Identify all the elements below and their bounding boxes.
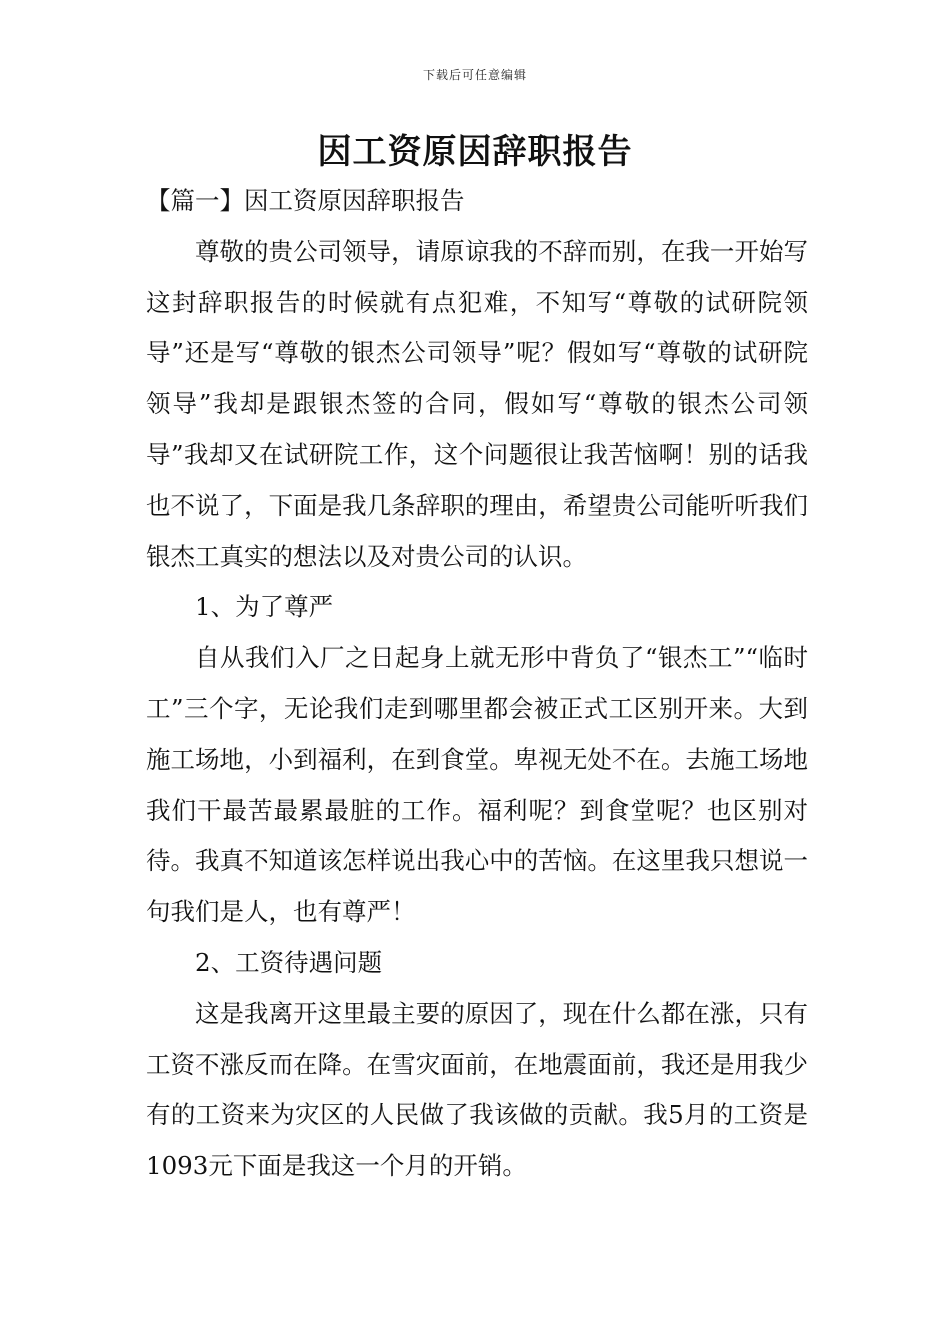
document-body xyxy=(146,176,808,1192)
point2-heading: 2、工资待遇问题 xyxy=(195,947,383,977)
point1-paragraph: 自从我们入厂之日起身上就无形中背负了“银杰工”“临时工”三个字，无论我们走到哪里都会被正式工区别开来。大到施工场地，小到福利，在到食堂。卑视无处不在。去施工场地我们干最苦最累最脏的工作。福利呢？到食堂呢？也区别对待。我真不知道该怎样说出我心中的苦恼。在这里我只想说一句我们是人，也有尊严！ xyxy=(146,643,808,927)
point2-paragraph: 这是我离开这里最主要的原因了，现在什么都在涨，只有工资不涨反而在降。在雪灾面前，在地震面前，我还是用我少有的工资来为灾区的人民做了我该做的贡献。我5月的工资是1093元下面是我这一个月的开销。 xyxy=(146,998,808,1181)
header-note: 下载后可任意编辑 xyxy=(422,68,527,82)
document-title: 因工资原因辞职报告 xyxy=(317,132,633,172)
section-heading: 【篇一】因工资原因辞职报告 xyxy=(146,186,465,215)
point1-heading: 1、为了尊严 xyxy=(195,592,334,622)
intro-paragraph: 尊敬的贵公司领导，请原谅我的不辞而别，在我一开始写这封辞职报告的时候就有点犯难，不知写“尊敬的试研院领导”还是写“尊敬的银杰公司领导”呢？假如写“尊敬的试研院领导”我却是跟银杰签的合同，假如写“尊敬的银杰公司领导”我却又在试研院工作，这个问题很让我苦恼啊！别的话我也不说了，下面是我几条辞职的理由，希望贵公司能听听我们银杰工真实的想法以及对贵公司的认识。 xyxy=(146,236,808,571)
